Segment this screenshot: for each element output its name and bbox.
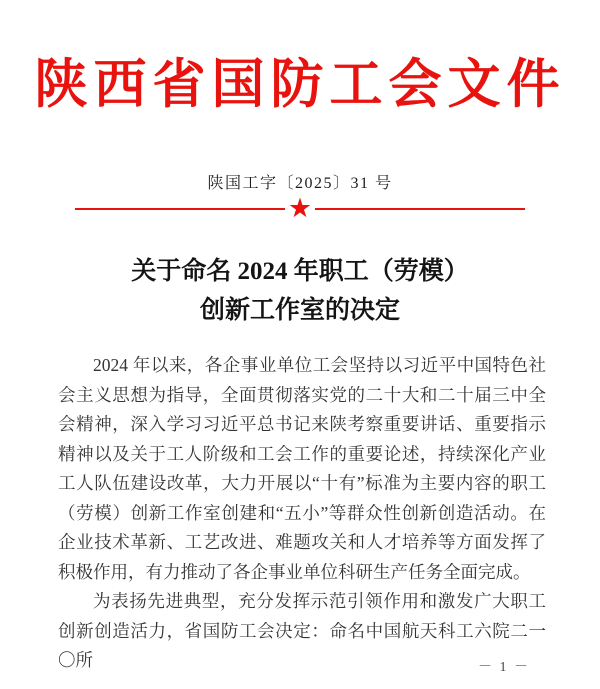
document-title bbox=[0, 252, 600, 330]
document-title-line-2: 创新工作室的决定 bbox=[199, 297, 400, 324]
star-icon: ★ bbox=[287, 192, 313, 223]
document-header-title: 陕西省国防工会文件 bbox=[34, 56, 566, 114]
document-number: 陕国工字〔2025〕31 号 bbox=[207, 175, 393, 192]
red-divider-line-right bbox=[315, 208, 525, 210]
red-divider bbox=[75, 192, 525, 223]
document-body bbox=[58, 351, 546, 676]
red-divider-line-left bbox=[75, 208, 285, 210]
body-paragraph-1: 2024 年以来，各企事业单位工会坚持以习近平中国特色社会主义思想为指导，全面贯彻落实党的二十大和二十届三中全会精神，深入学习习近平总书记来陕考察重要讲话、重要指示精神以及关于工人阶级和工会工作的重要论述，持续深化产业工人队伍建设改革，大力开展以“十有”标准为主要内容的职工（劳模）创新工作室创建和“五小”等群众性创新创造活动。在企业技术革新、工艺改进、难题攻关和人才培养等方面发挥了积极作用，有力推动了各企事业单位科研生产任务全面完成。 bbox=[58, 355, 546, 582]
document-title-line-1: 关于命名 2024 年职工（劳模） bbox=[131, 258, 469, 285]
page-number: － 1 － bbox=[478, 660, 530, 675]
body-paragraph-2: 为表扬先进典型，充分发挥示范引领作用和激发广大职工创新创造活力，省国防工会决定：命名中国航天科工六院二一〇所 bbox=[58, 591, 546, 670]
